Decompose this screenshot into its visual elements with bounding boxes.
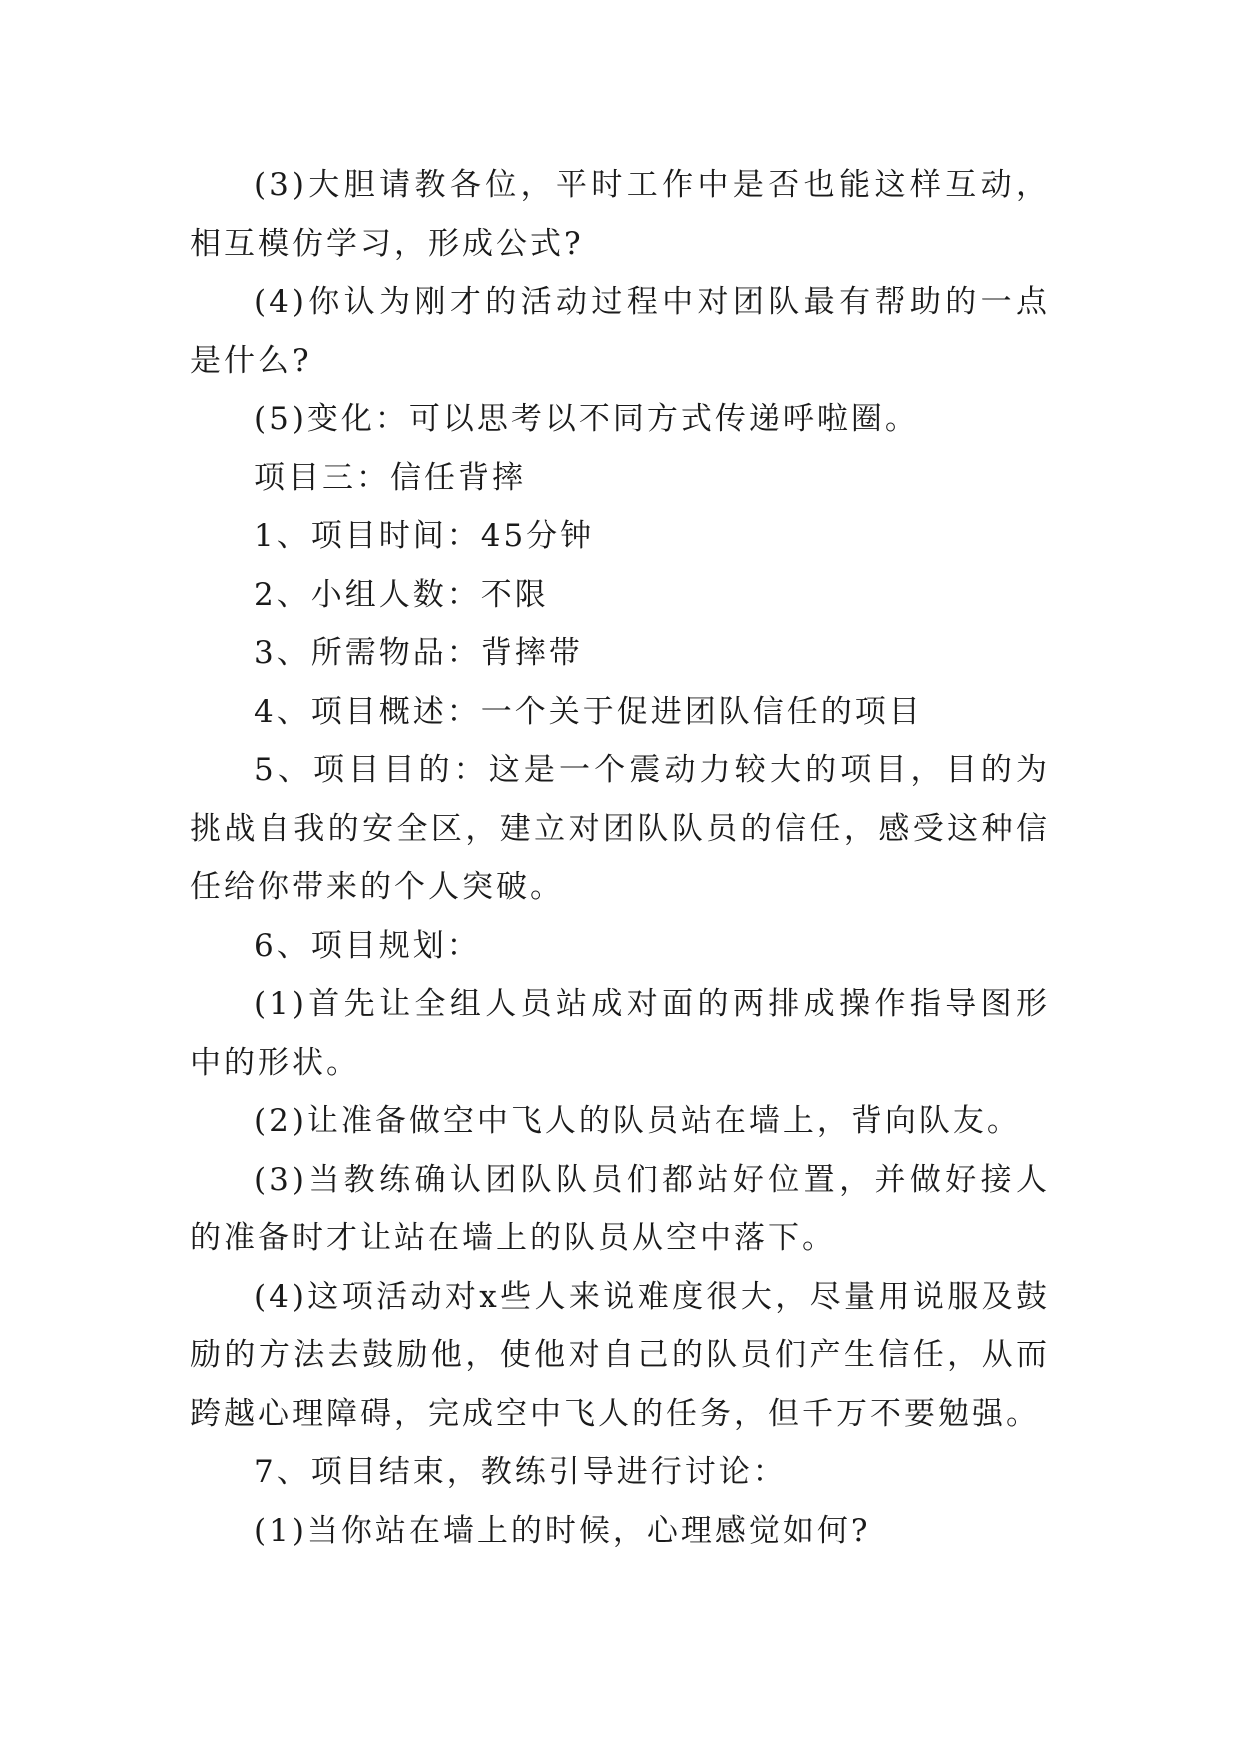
- paragraph-plan-step-2: (2)让准备做空中飞人的队员站在墙上，背向队友。: [254, 1103, 1021, 1139]
- paragraph-project-plan: 6、项目规划：: [254, 927, 481, 964]
- paragraph-plan-step-4: (4)这项活动对x些人来说难度很大，尽量用说服及鼓励的方法去鼓励他，使他对自己的队员们产生信任，从而跨越心理障碍，完成空中飞人的任务，但千万不要勉强。: [190, 1278, 1050, 1432]
- paragraph-project-end: 7、项目结束，教练引导进行讨论：: [254, 1454, 787, 1490]
- document-body: [190, 156, 1050, 1560]
- paragraph-discussion-3: (3)大胆请教各位，平时工作中是否也能这样互动，相互模仿学习，形成公式?: [190, 167, 1050, 262]
- paragraph-project-purpose: 5、项目目的：这是一个震动力较大的项目，目的为挑战自我的安全区，建立对团队队员的信任，感受这种信任给你带来的个人突破。: [190, 752, 1050, 905]
- paragraph-group-size: 2、小组人数：不限: [254, 576, 549, 613]
- paragraph-discussion-4: (4)你认为刚才的活动过程中对团队最有帮助的一点是什么?: [190, 284, 1050, 379]
- paragraph-project-overview: 4、项目概述：一个关于促进团队信任的项目: [254, 693, 923, 730]
- paragraph-end-question-1: (1)当你站在墙上的时候，心理感觉如何?: [254, 1512, 871, 1549]
- paragraph-plan-step-1: (1)首先让全组人员站成对面的两排成操作指导图形中的形状。: [190, 986, 1050, 1081]
- paragraph-plan-step-3: (3)当教练确认团队队员们都站好位置，并做好接人的准备时才让站在墙上的队员从空中落下。: [190, 1161, 1050, 1256]
- paragraph-variation-5: (5)变化：可以思考以不同方式传递呼啦圈。: [254, 401, 919, 437]
- paragraph-required-items: 3、所需物品：背摔带: [254, 635, 583, 671]
- section-heading-project-three: 项目三：信任背摔: [254, 459, 526, 496]
- paragraph-project-time: 1、项目时间：45分钟: [254, 518, 595, 554]
